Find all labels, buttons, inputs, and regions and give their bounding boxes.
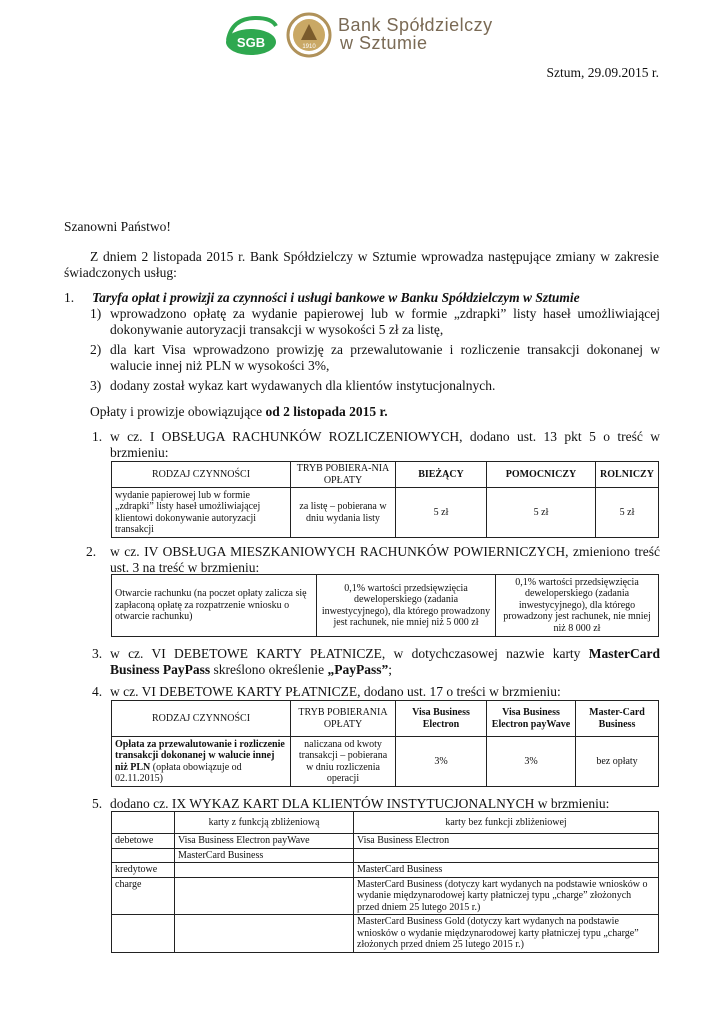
sgb-logo-text: SGB [236, 35, 266, 50]
fee-note: (opłata obowiązuje od 02.11.2015) [115, 761, 242, 784]
point-4 [92, 684, 660, 700]
intro-text: Z dniem 2 listopada 2015 r. Bank Spółdzielczy w Sztumie wprowadza następujące zmiany w zakresie świadczonych usług: [64, 249, 659, 280]
section-1-list [90, 306, 660, 398]
point-2 [86, 544, 660, 576]
bank-name [338, 16, 493, 52]
table-cell: za listę – pobierana w dniu wydania listy [291, 488, 396, 538]
point-text: w cz. I OBSŁUGA RACHUNKÓW ROZLICZENIOWYCH, dodano ust. 13 pkt 5 o treść w brzmieniu: [110, 429, 660, 460]
list-item-text: dodany został wykaz kart wydawanych dla klientów instytucjonalnych. [110, 378, 496, 393]
fees-intro-date: od 2 listopada 2015 r. [265, 404, 388, 419]
table-cell: 3% [487, 737, 576, 787]
table-row [112, 863, 659, 878]
point-number: 1. [92, 429, 103, 444]
point-text: w cz. IV OBSŁUGA MIESZKANIOWYCH RACHUNKÓW POWIERNICZYCH, zmieniono treść ust. 3 na treść w brzmieniu: [110, 544, 660, 575]
table-row [112, 848, 659, 863]
point-text: dodano cz. IX WYKAZ KART DLA KLIENTÓW INSTYTUCJONALNYCH w brzmieniu: [110, 796, 610, 811]
removed-term: „PayPass” [327, 662, 389, 677]
table-row [112, 834, 659, 849]
table-row [112, 915, 659, 953]
table-cell: MasterCard Business [175, 848, 354, 863]
table-cell: MasterCard Business [354, 863, 659, 878]
table-header: Visa Business Electron [396, 701, 487, 737]
table-cell: Visa Business Electron [354, 834, 659, 849]
table-header: TRYB POBIERANIA OPŁATY [291, 701, 396, 737]
table-header: ROLNICZY [596, 462, 659, 488]
table-escrow-fees [111, 574, 659, 637]
list-item-text: wprowadzono opłatę za wydanie papierowej lub w formie „zdrapki” listy haseł umożliwiającej dokonywanie autoryzacji transakcji w wysokości 5 zł za listę, [110, 306, 660, 337]
table-card-list [111, 811, 659, 953]
letter-date: Sztum, 29.09.2015 r. [546, 65, 659, 80]
point-text: w cz. VI DEBETOWE KARTY PŁATNICZE, dodano ust. 17 o treści w brzmieniu: [110, 684, 561, 699]
list-item [90, 378, 660, 394]
table-row [112, 877, 659, 915]
table-header: karty z funkcją zbliżeniową [175, 812, 354, 834]
table-cell [175, 915, 354, 953]
list-item-text: dla kart Visa wprowadzono prowizję za przewalutowanie i rozliczenie transakcji dokonanej w walucie innej niż PLN w wysokości 3%, [110, 342, 660, 373]
letterhead [222, 12, 532, 58]
table-cell: MasterCard Business Gold (dotyczy kart wydanych na podstawie wniosków o wydanie międzynarodowej karty płatniczej typu „charge” złożonych przed dniem 25 lutego 2015 r.) [354, 915, 659, 953]
point-number: 3. [92, 646, 103, 661]
table-cell: wydanie papierowej lub w formie „zdrapki” listy haseł umożliwiającej klientowi dokonywanie autoryzacji transakcji [112, 488, 291, 538]
point-3 [92, 646, 660, 678]
list-item [90, 306, 660, 338]
table-cell: 0,1% wartości przedsięwzięcia deweloperskiego (zadania inwestycyjnego), dla którego prowadzony jest rachunek, nie mniej niż 8 000 zł [496, 575, 659, 637]
point-text: w cz. VI DEBETOWE KARTY PŁATNICZE, w dotychczasowej nazwie karty [110, 646, 589, 661]
table-cell: bez opłaty [576, 737, 659, 787]
point-number: 2. [86, 544, 97, 559]
table-row [112, 488, 659, 538]
table-cell: debetowe [112, 834, 175, 849]
table-cell: 5 zł [396, 488, 487, 538]
list-item [90, 342, 660, 374]
section-1-title: Taryfa opłat i prowizji za czynności i usługi bankowe w Banku Spółdzielczym w Sztumie [92, 290, 580, 305]
table-cell: Visa Business Electron payWave [175, 834, 354, 849]
greeting: Szanowni Państwo! [64, 219, 171, 234]
table-row [112, 575, 659, 637]
table-cell [175, 877, 354, 915]
card-name: MasterCard Business PayPass [110, 646, 660, 677]
table-cell: naliczana od kwoty transakcji – pobierana w dniu rozliczenia operacji [291, 737, 396, 787]
point-text: skreślono określenie [210, 662, 328, 677]
point-number: 4. [92, 684, 103, 699]
intro-paragraph [64, 249, 659, 281]
list-item-number: 3) [90, 378, 102, 393]
table-cell [112, 848, 175, 863]
table-header: karty bez funkcji zbliżeniowej [354, 812, 659, 834]
table-cell [354, 848, 659, 863]
section-1-heading [64, 289, 659, 307]
bank-name-line2: w Sztumie [340, 33, 428, 53]
table-header-empty [112, 812, 175, 834]
table-cell: MasterCard Business (dotyczy kart wydanych na podstawie wniosków o wydanie międzynarodowej karty płatniczej typu „charge” złożonych przed dniem 25 lutego 2015 r.) [354, 877, 659, 915]
bank-seal [286, 12, 332, 58]
table-cell: 3% [396, 737, 487, 787]
table-account-fees [111, 461, 659, 538]
table-header: Master-Card Business [576, 701, 659, 737]
table-header: RODZAJ CZYNNOŚCI [112, 701, 291, 737]
list-item-number: 1) [90, 306, 102, 321]
table-header: RODZAJ CZYNNOŚCI [112, 462, 291, 488]
fees-intro-text: Opłaty i prowizje obowiązujące [90, 404, 266, 419]
point-number: 5. [92, 796, 103, 811]
table-header: Visa Business Electron payWave [487, 701, 576, 737]
table-row [112, 737, 659, 787]
table-cell: 5 zł [487, 488, 596, 538]
table-cell: charge [112, 877, 175, 915]
table-cell [112, 915, 175, 953]
table-header: POMOCNICZY [487, 462, 596, 488]
table-cell: kredytowe [112, 863, 175, 878]
bank-name-line1: Bank Spółdzielczy [338, 15, 493, 35]
table-card-fees [111, 700, 659, 787]
table-cell [175, 863, 354, 878]
fee-name: Opłata za przewalutowanie i rozliczenie transakcji dokonanej w walucie innej niż PLN [115, 738, 285, 773]
fees-intro [90, 404, 388, 420]
table-cell: Otwarcie rachunku (na poczet opłaty zalicza się zapłaconą opłatę za rozpatrzenie wniosku o otwarcie rachunku) [112, 575, 317, 637]
point-5 [92, 796, 660, 812]
point-text: ; [388, 662, 393, 677]
point-1 [92, 429, 660, 461]
list-item-number: 2) [90, 342, 102, 357]
table-header: BIEŻĄCY [396, 462, 487, 488]
seal-text: 1910 [302, 44, 316, 50]
sgb-logo [222, 12, 280, 58]
table-header: TRYB POBIERA-NIA OPŁATY [291, 462, 396, 488]
table-cell: 5 zł [596, 488, 659, 538]
table-cell [112, 737, 291, 787]
section-1-number: 1. [64, 290, 75, 305]
table-cell: 0,1% wartości przedsięwzięcia deweloperskiego (zadania inwestycyjnego), dla którego prowadzony jest rachunek, nie mniej niż 5 000 zł [317, 575, 496, 637]
